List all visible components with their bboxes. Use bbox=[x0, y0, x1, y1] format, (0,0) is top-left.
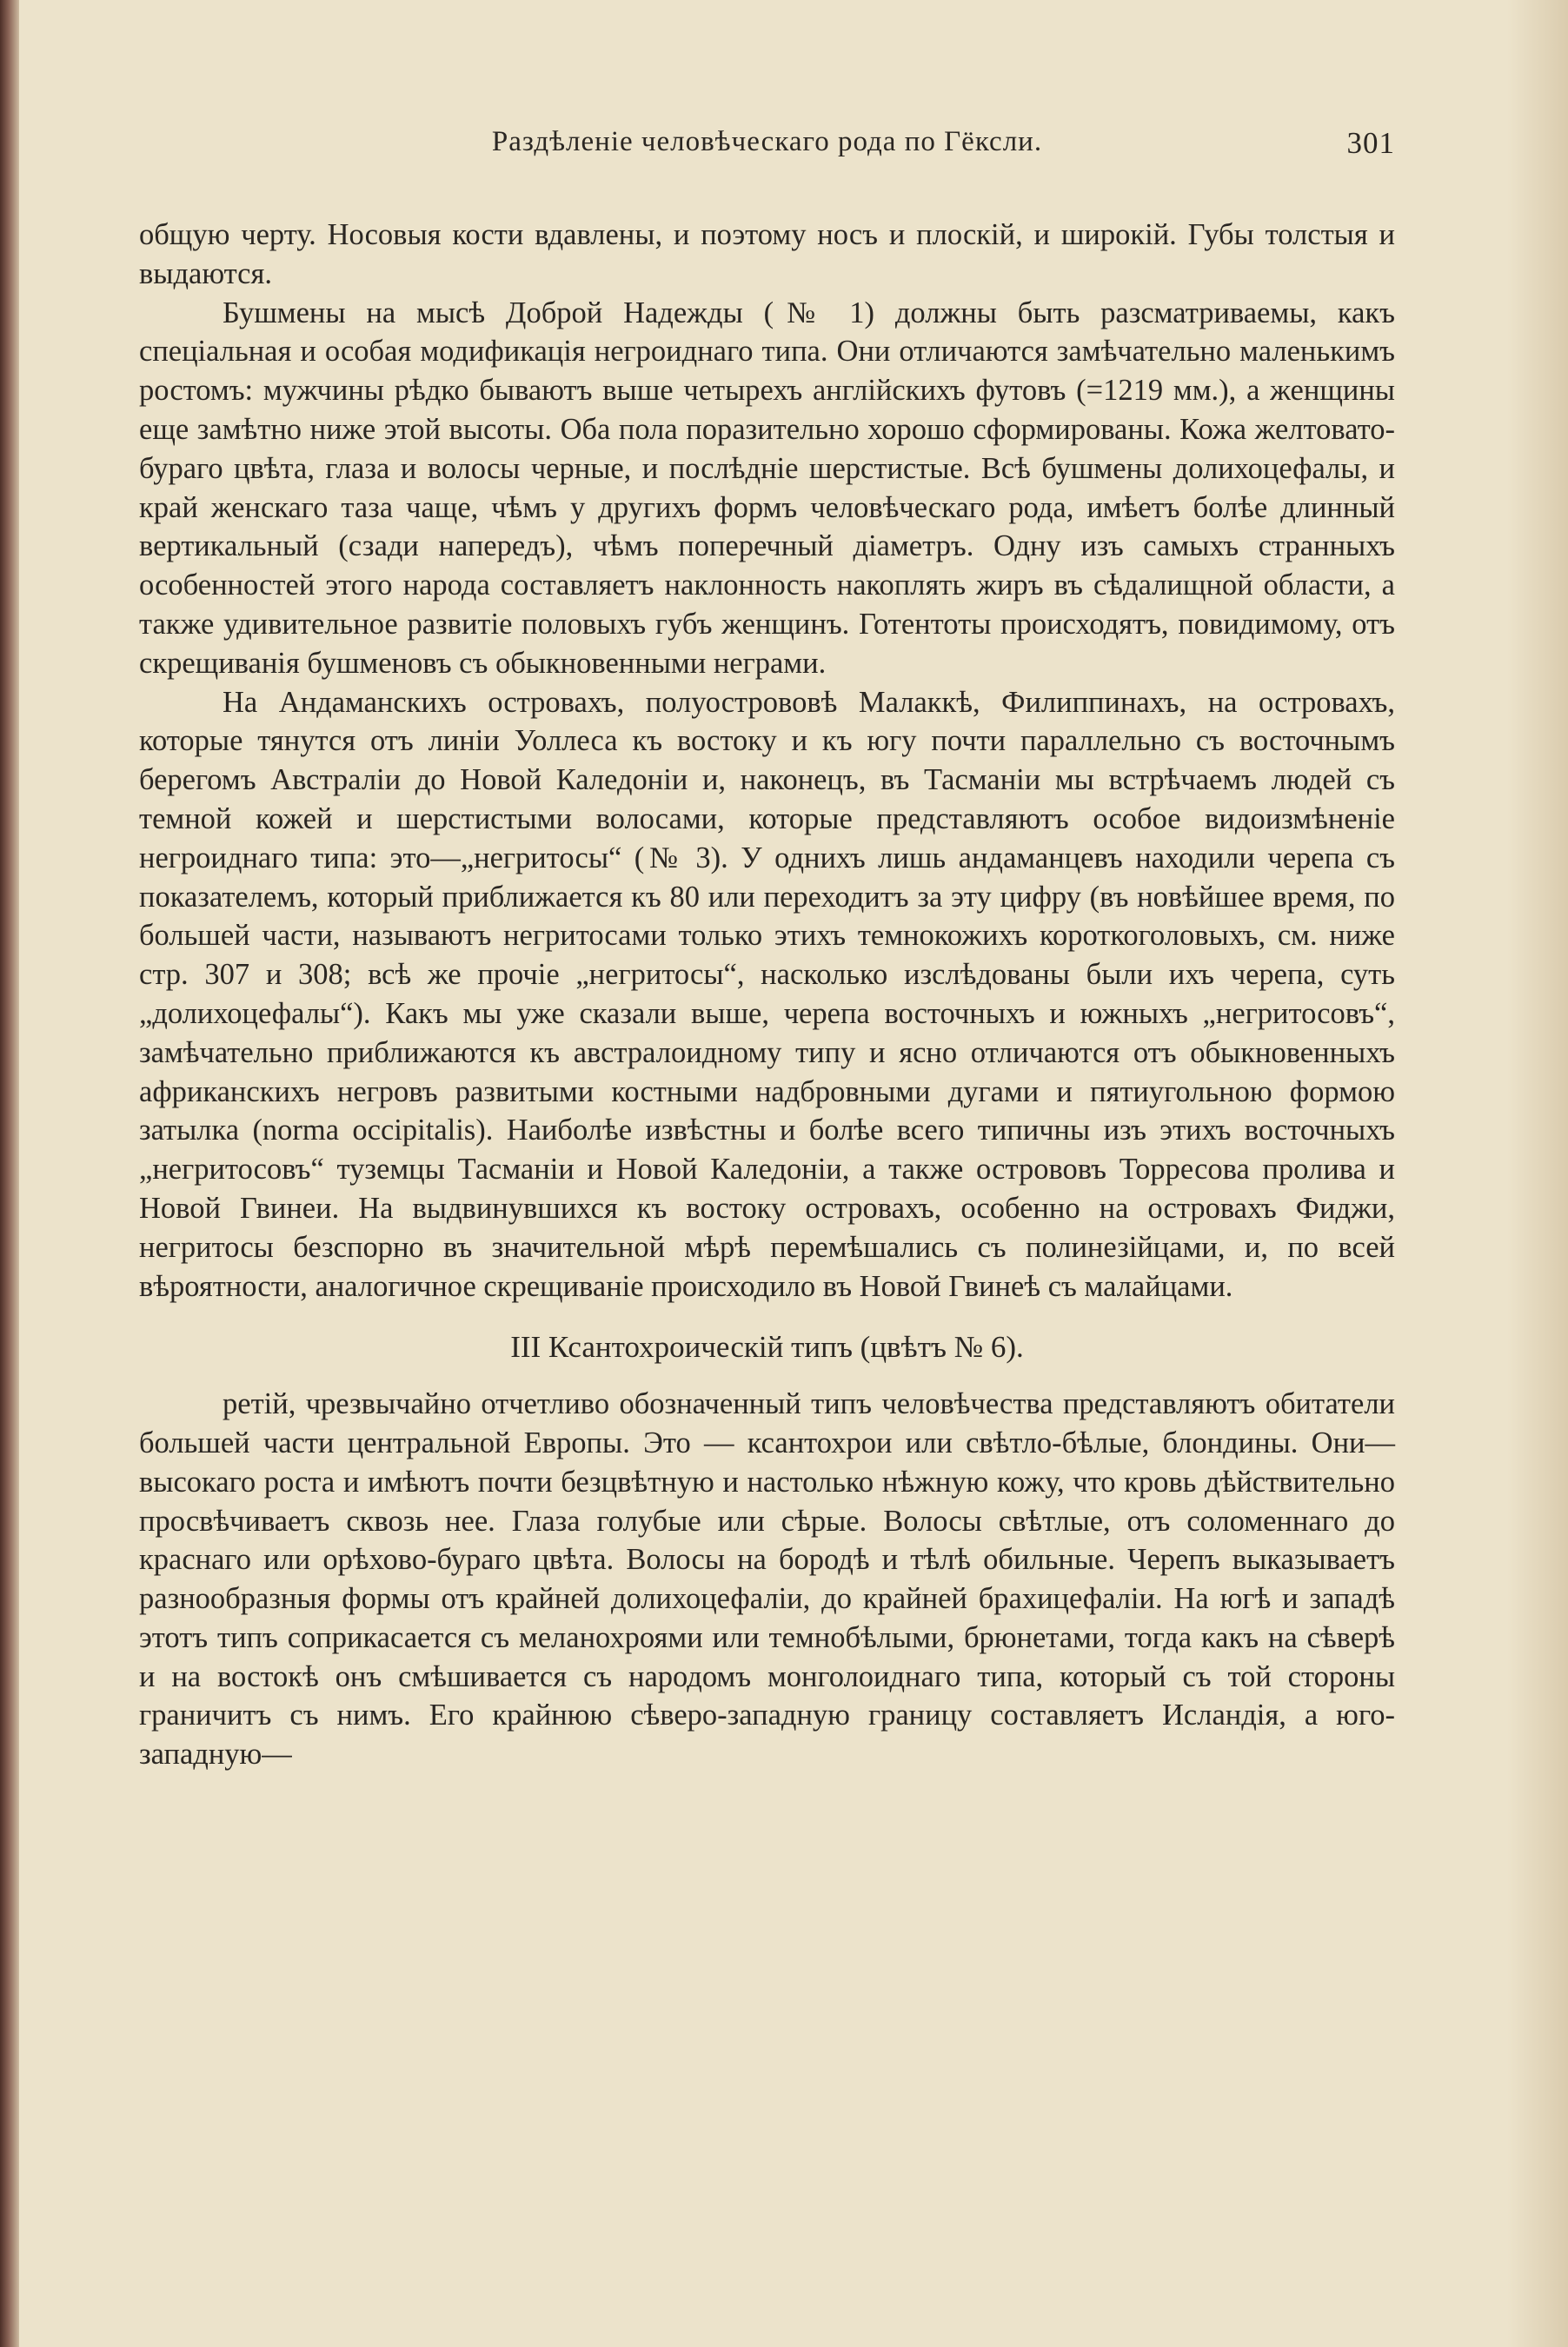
page-number: 301 bbox=[1346, 126, 1395, 160]
paragraph-xanthochroic: ретій, чрезвычайно отчетливо обозначенный типъ человѣчества представляютъ обитатели большей части центральной Европы. Это — ксантохрои или свѣтло-бѣлые, блондины. Они—высокаго роста и имѣютъ почти безцвѣтную и настолько нѣжную кожу, что кровь дѣйствительно просвѣчиваетъ сквозь нее. Глаза голубые или сѣрые. Волосы свѣтлые, отъ соломеннаго до краснаго или орѣхово-бураго цвѣта. Волосы на бородѣ и тѣлѣ обильные. Черепъ выказываетъ разнообразныя формы отъ крайней долихоцефаліи, до крайней брахицефаліи. На югѣ и западѣ этотъ типъ соприкасается съ меланохроями или темнобѣлыми, брюнетами, тогда какъ на сѣверѣ и на востокѣ онъ смѣшивается съ народомъ монголоиднаго типа, который съ той стороны граничитъ съ нимъ. Его крайнюю сѣверо-западную границу составляетъ Исландія, а юго-западную— bbox=[139, 1387, 1395, 1772]
paragraph-bushmen: Бушмены на мысѣ Доброй Надежды (№ 1) должны быть разсматриваемы, какъ спеціальная и особая модификація негроиднаго типа. Они отличаются замѣчательно маленькимъ ростомъ: мужчины рѣдко бываютъ выше четырехъ англійскихъ футовъ (=1219 мм.), а женщины еще замѣтно ниже этой высоты. Оба пола поразительно хорошо сформированы. Кожа желтовато-бураго цвѣта, глаза и волосы черные, и послѣдніе шерстистые. Всѣ бушмены долихоцефалы, и край женскаго таза чаще, чѣмъ у другихъ формъ человѣческаго рода, имѣетъ болѣе длинный вертикальный (сзади напередъ), чѣмъ поперечный діаметръ. Одну изъ самыхъ странныхъ особенностей этого народа составляетъ наклонность накоплять жиръ въ сѣдалищной области, а также удивительное развитіе половыхъ губъ женщинъ. Готентоты происходятъ, повидимому, отъ скрещиванія бушменовъ съ обыкновенными неграми. bbox=[139, 296, 1395, 680]
body-text bbox=[139, 216, 1395, 1774]
section-heading: III Ксантохроическій типъ (цвѣтъ № 6). bbox=[510, 1330, 1024, 1365]
paragraph-negritos: На Андаманскихъ островахъ, полуострововѣ Малаккѣ, Филиппинахъ, на островахъ, которые тянутся отъ линіи Уоллеса къ востоку и къ югу почти параллельно съ восточнымъ берегомъ Австраліи до Новой Каледоніи и, наконецъ, въ Тасманіи мы встрѣчаемъ людей съ темной кожей и шерстистыми волосами, которые представляютъ особое видоизмѣненіе негроиднаго типа: это—„негритосы“ (№ 3). У однихъ лишь андаманцевъ находили черепа съ показателемъ, который приближается къ 80 или переходитъ за эту цифру (въ новѣйшее время, по большей части, называютъ негритосами только этихъ темнокожихъ короткоголовыхъ, см. ниже стр. 307 и 308; всѣ же прочіе „негритосы“, насколько изслѣдованы были ихъ черепа, суть „долихоцефалы“). Какъ мы уже сказали выше, черепа восточныхъ и южныхъ „негритосовъ“, замѣчательно приближаются къ австралоидному типу и ясно отличаются отъ обыкновенныхъ африканскихъ негровъ развитыми костными надбровными дугами и пятиугольною формою затылка (norma occipitalis). Наиболѣе извѣстны и болѣе всего типичны изъ этихъ восточныхъ „негритосовъ“ туземцы Тасманіи и Новой Каледоніи, а также острововъ Торресова пролива и Новой Гвинеи. На выдвинувшихся къ востоку островахъ, особенно на островахъ Фиджи, негритосы безспорно въ значительной мѣрѣ перемѣшались съ полинезійцами, и, по всей вѣроятности, аналогичное скрещиваніе происходило въ Новой Гвинеѣ съ малайцами. bbox=[139, 685, 1395, 1303]
page-edge-shadow bbox=[1507, 0, 1568, 2347]
running-title: Раздѣленіе человѣческаго рода по Гёксли. bbox=[491, 126, 1043, 157]
running-header bbox=[139, 126, 1395, 170]
paragraph-continued: общую черту. Носовыя кости вдавлены, и поэтому носъ и плоскій, и широкій. Губы толстыя и выдаются. bbox=[139, 218, 1395, 290]
book-binding-edge bbox=[0, 0, 19, 2347]
